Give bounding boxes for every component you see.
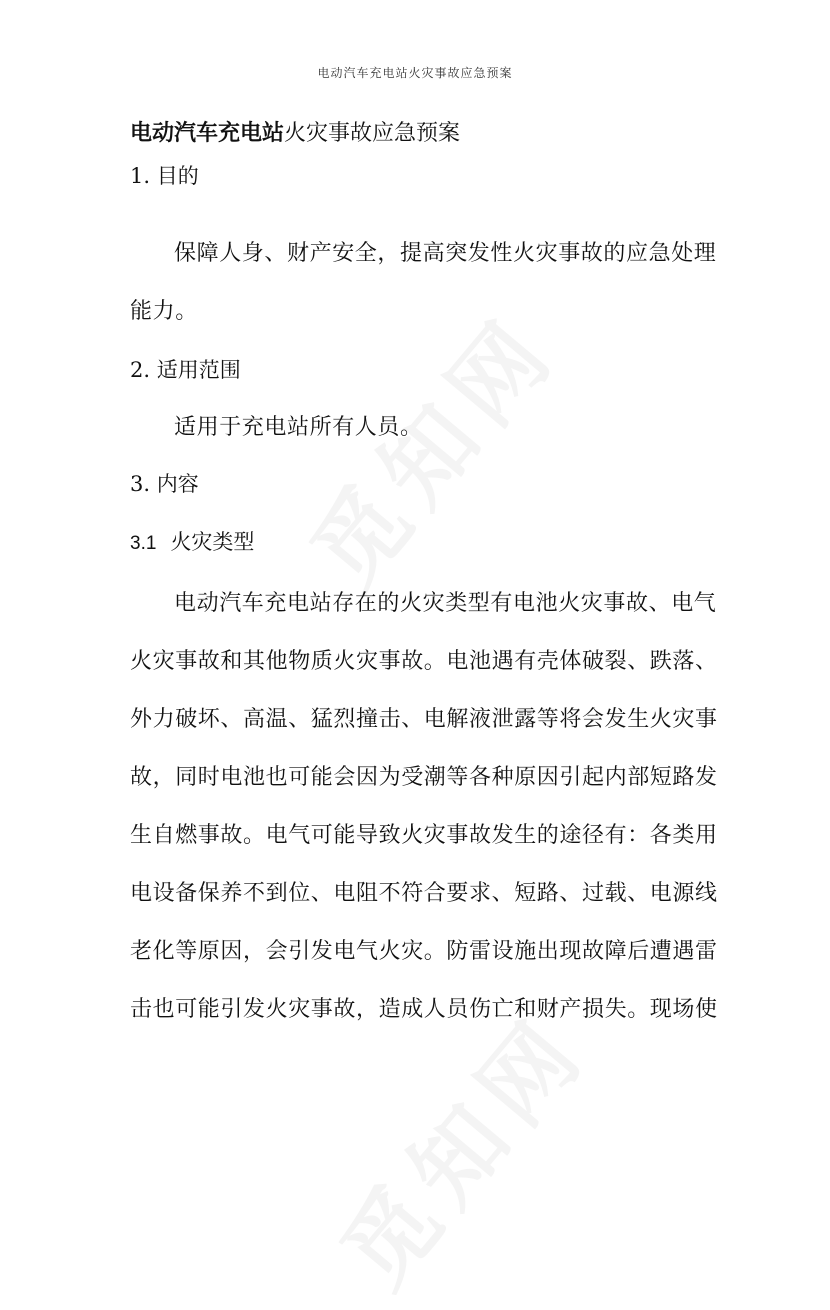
- paragraph-line: 适用于充电站所有人员。: [174, 415, 423, 440]
- section-heading-content: 3. 内容: [130, 472, 199, 496]
- section-heading-purpose: 1. 目的: [130, 164, 199, 188]
- subsection-heading: [130, 526, 254, 556]
- paragraph-line: 保障人身、财产安全，提高突发性火灾事故的应急处理: [174, 241, 717, 266]
- paragraph-line: 外力破坏、高温、猛烈撞击、电解液泄露等将会发生火灾事: [130, 707, 718, 732]
- subsection-title: 火灾类型: [170, 530, 255, 554]
- watermark: [306, 982, 612, 1310]
- paragraph-line: 电设备保养不到位、电阻不符合要求、短路、过载、电源线: [130, 881, 718, 906]
- paragraph-line: 电动汽车充电站存在的火灾类型有电池火灾事故、电气: [174, 591, 717, 616]
- watermark: [276, 282, 582, 610]
- paragraph-line: 老化等原因，会引发电气火灾。防雷设施出现故障后遭遇雷: [130, 939, 718, 964]
- document-title: [130, 116, 460, 147]
- section-heading-scope: 2. 适用范围: [130, 358, 241, 382]
- document-title-normal: 火灾事故应急预案: [284, 121, 461, 146]
- running-header: 电动汽车充电站火灾事故应急预案: [317, 66, 513, 80]
- paragraph-line: 能力。: [130, 299, 198, 324]
- paragraph-line: 击也可能引发火灾事故，造成人员伤亡和财产损失。现场使: [130, 997, 718, 1022]
- paragraph-line: 火灾事故和其他物质火灾事故。电池遇有壳体破裂、跌落、: [130, 649, 718, 674]
- paragraph-line: 故，同时电池也可能会因为受潮等各种原因引起内部短路发: [130, 765, 718, 790]
- document-title-bold: 电动汽车充电站: [130, 121, 285, 146]
- paragraph-line: 生自燃事故。电气可能导致火灾事故发生的途径有：各类用: [130, 823, 718, 848]
- subsection-number: 3.1: [130, 533, 157, 554]
